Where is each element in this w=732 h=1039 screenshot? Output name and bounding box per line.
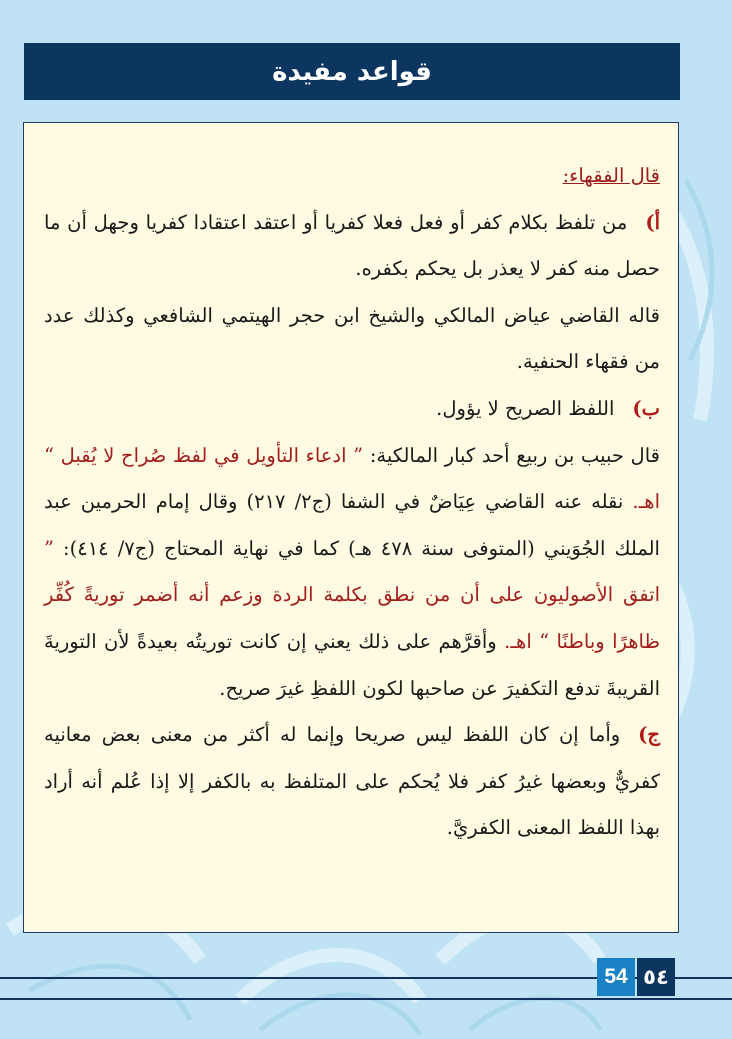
rule-b-source-text: نقله عنه القاضي عِيَاضٌ في الشفا (ج٢/ ٢١٧) وقال إمام الحرمين عبد الملك الجُوَيني (المتوفى سنة ٤٧٨ هـ) كما في نهاية المحتاج (ج٧/ ٤١٤): [44,490,660,560]
rule-c-label: ج) [638,723,660,747]
rule-b-label: ب) [632,396,660,420]
rule-a-paragraph [44,200,660,293]
rule-b-intro-text: قال حبيب بن ربيع أحد كبار المالكية: [363,443,660,467]
page-number-arabic: ٥٤ [637,958,675,996]
rule-b-paragraph [44,386,660,433]
page-number-latin: 54 [597,958,635,996]
rule-b-text: اللفظ الصريح لا يؤول. [436,396,615,420]
rule-a-citation: قاله القاضي عياض المالكي والشيخ ابن حجر الهيتمي الشافعي وكذلك عدد من فقهاء الحنفية. [44,303,660,374]
rule-b-conclusion-text: وأقرَّهم على ذلك يعني إن كانت توريتُه بعيدةً لأن التوريةَ القريبةَ تدفع التكفيرَ عن صاحبها لكون اللفظِ غيرَ صريح. [44,629,660,700]
content-card [23,122,679,933]
article-body [44,153,660,852]
rule-b-explanation [44,433,660,713]
rule-c-paragraph [44,712,660,852]
page-title-bar [24,43,680,100]
rule-c-text: وأما إن كان اللفظ ليس صريحا وإنما له أكثر من معنى بعض معانيه كفريٌّ وبعضها غيرُ كفر فلا يُحكم على المتلفظ به بالكفر إلا إذا عُلم أنه أراد بهذا اللفظ المعنى الكفريَّ. [44,723,660,840]
usuliyyun-quote: ” اتفق الأصوليون على أن من نطق بكلمة الردة وزعم أنه أضمر توريةً كُفِّر ظاهرًا وباطنًا “ اهـ. [44,536,660,653]
rule-a-text: من تلفظ بكلام كفر أو فعل فعلا كفريا أو اعتقد اعتقادا كفريا وجهل أن ما حصل منه كفر لا يعذر بل يحكم بكفره. [44,210,660,281]
rule-a-label: أ) [645,210,660,234]
section-heading: قال الفقهاء: [562,164,660,187]
habib-quote: ” ادعاء التأويل في لفظ صُراح لا يُقبل “ اهـ. [44,443,660,514]
page-title: قواعد مفيدة [272,56,432,87]
footer-rule-bottom [0,998,732,1000]
